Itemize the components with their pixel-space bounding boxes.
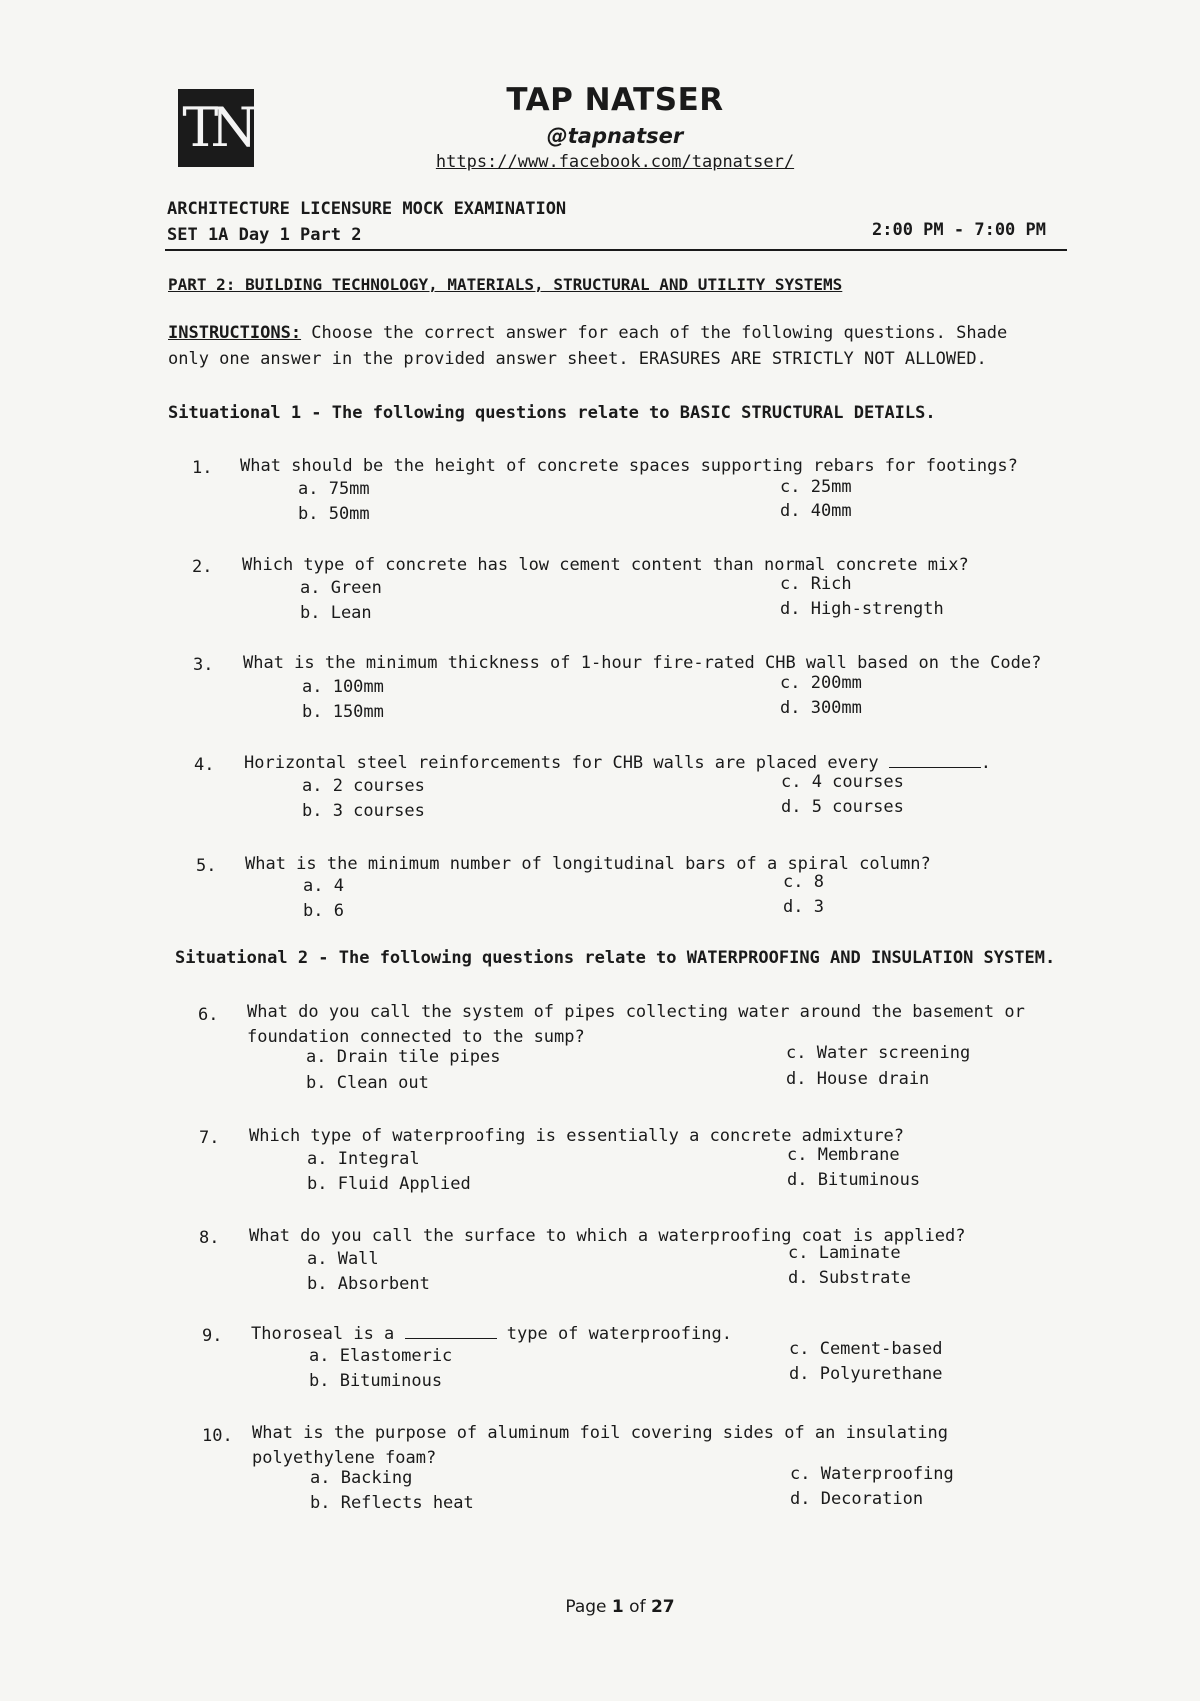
option-a[interactable]: a. Green	[300, 578, 382, 598]
question-text	[252, 1421, 1112, 1471]
option-c[interactable]: c. 8	[783, 872, 824, 892]
option-c[interactable]: c. Membrane	[787, 1145, 900, 1165]
answer-blank	[405, 1322, 497, 1339]
option-a[interactable]: a. 100mm	[302, 677, 384, 697]
page-label: Page	[565, 1597, 612, 1617]
situational-2-heading: Situational 2 - The following questions relate to WATERPROOFING AND INSULATION SYSTEM.	[175, 948, 1056, 968]
instructions-label: INSTRUCTIONS:	[168, 323, 302, 343]
option-d[interactable]: d. 5 courses	[781, 797, 904, 817]
page-total: 27	[650, 1597, 675, 1617]
instructions-line-2: only one answer in the provided answer sheet. ERASURES ARE STRICTLY NOT ALLOWED.	[168, 349, 987, 369]
question-text	[247, 1000, 1107, 1050]
option-b[interactable]: b. 3 courses	[302, 801, 425, 821]
option-d[interactable]: d. High-strength	[780, 599, 944, 619]
question-text-start: Horizontal steel reinforcements for CHB walls are placed every	[244, 753, 889, 773]
option-d[interactable]: d. 40mm	[780, 501, 852, 521]
question-number: 4.	[194, 755, 215, 775]
option-b[interactable]: b. Fluid Applied	[307, 1174, 471, 1194]
tn-logo: TN	[178, 89, 254, 167]
option-d[interactable]: d. Bituminous	[787, 1170, 921, 1190]
part-title: PART 2: BUILDING TECHNOLOGY, MATERIALS, STRUCTURAL AND UTILITY SYSTEMS	[168, 275, 843, 294]
option-c[interactable]: c. Cement-based	[789, 1339, 943, 1359]
option-b[interactable]: b. Reflects heat	[310, 1493, 474, 1513]
instructions	[168, 320, 1068, 372]
facebook-link[interactable]: https://www.facebook.com/tapnatser/	[435, 152, 795, 172]
option-d[interactable]: d. 300mm	[780, 698, 862, 718]
answer-blank	[889, 751, 981, 768]
page-footer	[520, 1597, 720, 1617]
question-number: 6.	[198, 1005, 219, 1025]
question-number: 2.	[192, 557, 213, 577]
question-text: Which type of concrete has low cement content than normal concrete mix?	[242, 555, 969, 575]
brand-title: TAP NATSER	[506, 82, 724, 118]
exam-time: 2:00 PM - 7:00 PM	[872, 220, 1046, 240]
question-text: What should be the height of concrete spaces supporting rebars for footings?	[240, 456, 1018, 476]
option-c[interactable]: c. Laminate	[788, 1243, 901, 1263]
option-b[interactable]: b. 50mm	[298, 504, 370, 524]
option-d[interactable]: d. Polyurethane	[789, 1364, 943, 1384]
brand-handle: @tapnatser	[546, 124, 684, 148]
option-b[interactable]: b. Absorbent	[307, 1274, 430, 1294]
option-c[interactable]: c. 25mm	[780, 477, 852, 497]
question-text-end: .	[980, 753, 992, 773]
option-a[interactable]: a. Wall	[307, 1249, 379, 1269]
question-number: 9.	[202, 1326, 223, 1346]
question-text-line-1: What do you call the system of pipes collecting water around the basement or	[247, 1002, 1025, 1022]
option-a[interactable]: a. 4	[303, 876, 344, 896]
question-text-start: Thoroseal is a	[251, 1324, 405, 1344]
option-d[interactable]: d. House drain	[786, 1069, 930, 1089]
option-b[interactable]: b. 150mm	[302, 702, 384, 722]
question-number: 5.	[196, 856, 217, 876]
question-text: What do you call the surface to which a waterproofing coat is applied?	[249, 1226, 966, 1246]
page-of-label: of	[623, 1597, 651, 1617]
exam-title: ARCHITECTURE LICENSURE MOCK EXAMINATION	[167, 199, 567, 219]
question-text-line-2: foundation connected to the sump?	[247, 1027, 585, 1047]
header-divider	[165, 249, 1067, 251]
page-number: 1	[611, 1597, 624, 1617]
question-text-line-2: polyethylene foam?	[252, 1448, 437, 1468]
instructions-line-1: Choose the correct answer for each of the following questions. Shade	[301, 323, 1008, 343]
question-text-end: type of waterproofing.	[496, 1324, 732, 1344]
option-a[interactable]: a. 2 courses	[302, 776, 425, 796]
option-b[interactable]: b. Bituminous	[309, 1371, 443, 1391]
question-number: 10.	[202, 1426, 233, 1446]
option-c[interactable]: c. Waterproofing	[790, 1464, 954, 1484]
question-number: 7.	[199, 1128, 220, 1148]
option-b[interactable]: b. Lean	[300, 603, 372, 623]
question-number: 8.	[199, 1228, 220, 1248]
option-d[interactable]: d. Substrate	[788, 1268, 911, 1288]
option-a[interactable]: a. 75mm	[298, 479, 370, 499]
option-c[interactable]: c. 4 courses	[781, 772, 904, 792]
option-d[interactable]: d. 3	[783, 897, 824, 917]
question-number: 3.	[193, 655, 214, 675]
question-text: What is the minimum number of longitudinal bars of a spiral column?	[245, 854, 931, 874]
question-text	[244, 751, 1104, 776]
option-a[interactable]: a. Elastomeric	[309, 1346, 453, 1366]
question-text	[251, 1322, 1111, 1347]
option-c[interactable]: c. Water screening	[786, 1043, 971, 1063]
option-a[interactable]: a. Backing	[310, 1468, 413, 1488]
question-text-line-1: What is the purpose of aluminum foil covering sides of an insulating	[252, 1423, 948, 1443]
option-b[interactable]: b. 6	[303, 901, 344, 921]
option-b[interactable]: b. Clean out	[306, 1073, 429, 1093]
option-c[interactable]: c. Rich	[780, 574, 852, 594]
situational-1-heading: Situational 1 - The following questions relate to BASIC STRUCTURAL DETAILS.	[168, 403, 936, 423]
option-c[interactable]: c. 200mm	[780, 673, 862, 693]
option-a[interactable]: a. Drain tile pipes	[306, 1047, 501, 1067]
question-number: 1.	[192, 458, 213, 478]
question-text: What is the minimum thickness of 1-hour fire-rated CHB wall based on the Code?	[243, 653, 1042, 673]
question-text: Which type of waterproofing is essentially a concrete admixture?	[249, 1126, 905, 1146]
option-d[interactable]: d. Decoration	[790, 1489, 924, 1509]
option-a[interactable]: a. Integral	[307, 1149, 420, 1169]
exam-set: SET 1A Day 1 Part 2	[167, 225, 362, 245]
